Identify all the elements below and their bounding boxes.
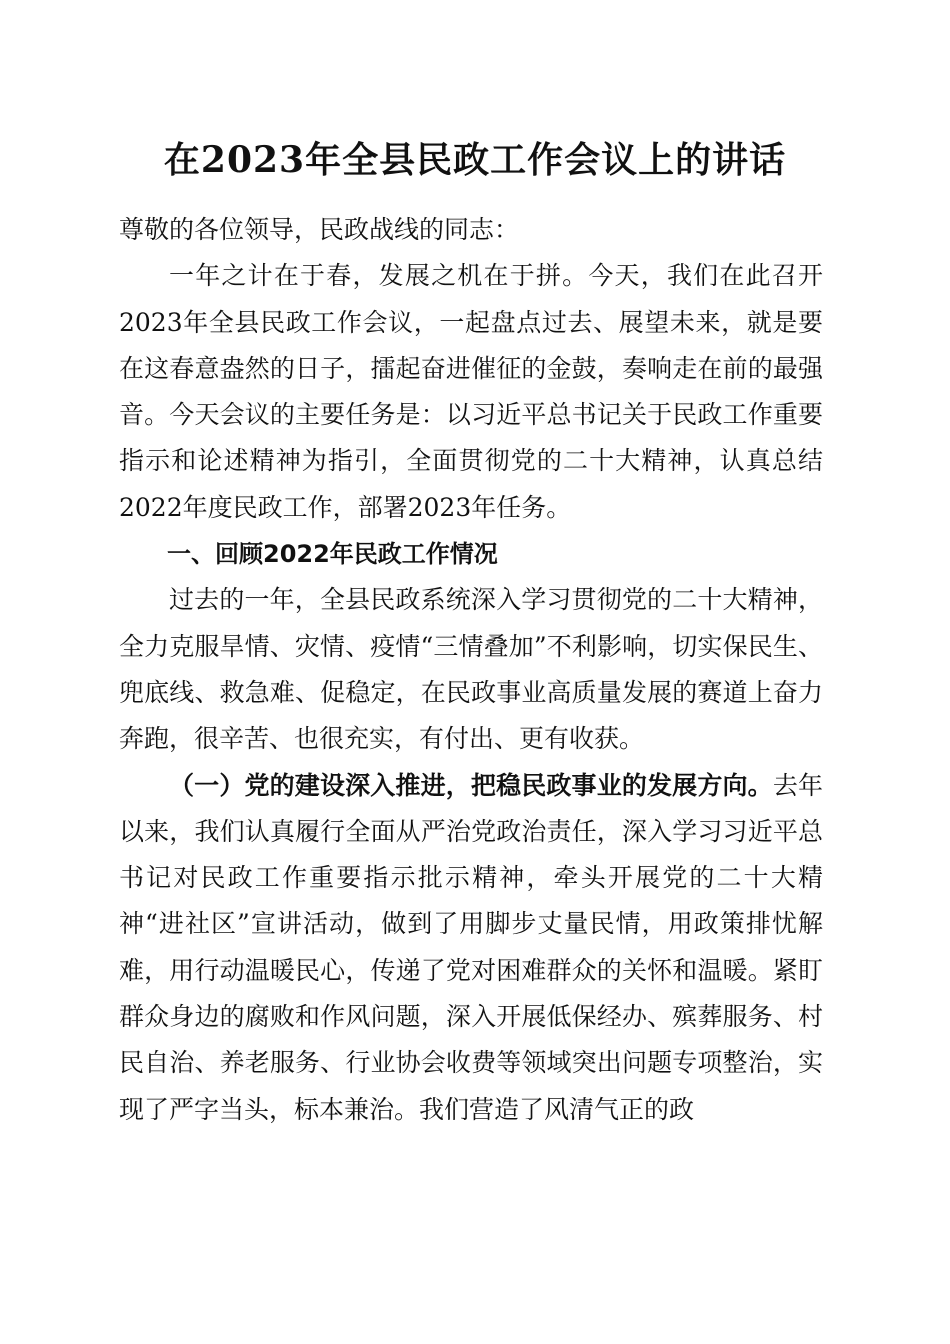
subsection-one-paragraph bbox=[119, 763, 823, 1133]
opening-paragraph: 一年之计在于春，发展之机在于拼。今天，我们在此召开2023年全县民政工作会议，一起盘点过去、展望未来，就是要在这春意盎然的日子，擂起奋进催征的金鼓，奏响走在前的最强音。今天会议的主要任务是：以习近平总书记关于民政工作重要指示和论述精神为指引，全面贯彻党的二十大精神，认真总结2022年度民政工作，部署2023年任务。 bbox=[119, 261, 823, 522]
section-one-intro: 过去的一年，全县民政系统深入学习贯彻党的二十大精神，全力克服旱情、灾情、疫情“三情叠加”不利影响，切实保民生、兜底线、救急难、促稳定，在民政事业高质量发展的赛道上奋力奔跑，很辛苦、也很充实，有付出、更有收获。 bbox=[119, 585, 823, 754]
salutation: 尊敬的各位领导，民政战线的同志： bbox=[119, 215, 520, 244]
document-title: 在2023年全县民政工作会议上的讲话 bbox=[163, 139, 787, 181]
section-heading-one: 一、回顾2022年民政工作情况 bbox=[167, 540, 498, 569]
document-body bbox=[119, 207, 823, 1133]
subsection-one-text: 去年以来，我们认真履行全面从严治党政治责任，深入学习习近平总书记对民政工作重要指示批示精神，牵头开展党的二十大精神“进社区”宣讲活动，做到了用脚步丈量民情，用政策排忧解难，用行动温暖民心，传递了党对困难群众的关怀和温暖。紧盯群众身边的腐败和作风问题，深入开展低保经办、殡葬服务、村民自治、养老服务、行业协会收费等领域突出问题专项整治，实现了严字当头，标本兼治。我们营造了风清气正的政 bbox=[119, 770, 823, 1124]
subsection-one-heading: （一）党的建设深入推进，把稳民政事业的发展方向。 bbox=[169, 770, 773, 800]
